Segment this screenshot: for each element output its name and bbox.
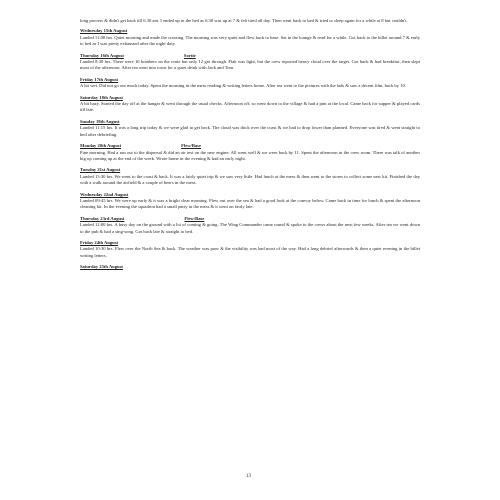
page-number: 13 [246, 474, 251, 479]
entry-date: Thursday 23rd August [80, 215, 125, 221]
diary-entry [80, 53, 420, 72]
entry-body: Fine morning. Had a run out to the dispersal & did an air test on the new engine. All went well & we were back by 11. Spent the afternoon in the crew room. There was talk of another big op coming up at the end of the week. Wrote home in the evening & had an early night. [80, 149, 420, 161]
entry-date: Friday 24th August [80, 239, 119, 245]
entry-date: Saturday 18th August [80, 94, 123, 100]
diary-page [80, 18, 420, 276]
entry-body: Landed 8:30 hrs. There were 16 bombers on the route but only 12 got through. Flak was light, but the crew reported heavy cloud over the target. Got back & had breakfast, then slept most of the afternoon. After tea went into town for a quiet drink with Jack and Tom. [80, 59, 420, 71]
entry-date: Monday 20th August [80, 143, 122, 149]
entries-list [80, 28, 420, 270]
entry-body: Landed 10:30 hrs. Flew over the North Sea & back. The weather was poor & the visibility was bad most of the way. Had a long debrief afterwards & then a quiet evening in the billet writing letters. [80, 246, 420, 258]
entry-heading [80, 264, 420, 270]
diary-entry [80, 167, 420, 186]
entry-body: Landed 13:30 hrs. We went to the coast & back. It was a fairly quiet trip & we saw very little. Had lunch at the mess & then went to the stores to collect some new kit. Finished the day with a walk around the airfield & a couple of beers in the mess. [80, 173, 420, 186]
entry-body: Landed 11:15 hrs. It was a long trip today & we were glad to get back. The cloud was thick over the coast & we had to drop lower than planned. Everyone was tired & went straight to bed after debriefing. [80, 125, 420, 137]
diary-entry [80, 264, 420, 270]
diary-entry [80, 192, 420, 211]
diary-entry [80, 119, 420, 138]
entry-body: Landed 11:00 hrs. Quiet morning and made the crossing. The morning was very quiet and flew back to base. Sat in the lounge & read for a while. Got back to the billet around 7 & early to bed as I was pretty exhausted after the night duty. [80, 34, 420, 47]
entry-date: Sunday 19th August [80, 118, 120, 124]
entry-date: Thursday 16th August [80, 52, 124, 58]
entry-date: Wednesday 22nd August [80, 191, 129, 197]
entry-tag: Flew/Base [184, 215, 205, 221]
diary-entry [80, 95, 420, 114]
diary-entry [80, 240, 420, 259]
entry-body: A bit hazy. Started the day off at the hangar & went through the usual checks. Afternoon off, so went down to the village & had a pint at the local. Came back for supper & played cards till late. [80, 101, 420, 113]
entry-date: Tuesday 21st August [80, 167, 121, 173]
entry-body: Landed 12:00 hrs. A busy day on the ground with a lot of coming & going. The Wing Commander came round & spoke to the crews about the next few weeks. After tea we went down to the pub & had a sing-song. Got back late & straight to bed. [80, 222, 420, 234]
diary-entry [80, 28, 420, 47]
entry-body: Landed 09:45 hrs. We were up early & it was a bright clear morning. Flew out over the sea & had a good look at the convoy below. Came back in time for lunch & spent the afternoon cleaning kit. In the evening the squadron had a small party in the mess & it went on fairly late. [80, 197, 420, 210]
entry-tag: Sortie [183, 52, 196, 58]
diary-entry [80, 143, 420, 162]
entry-date: Saturday 25th August [80, 264, 123, 270]
diary-entry [80, 216, 420, 235]
diary-entry [80, 77, 420, 90]
entry-date: Wednesday 15th August [80, 28, 128, 34]
intro-paragraph: long process & didn't get back till 6.30 am. I ended up in the bed as 6.30 was up at 7 & felt tired all day. Then went back to bed & tried to sleep again for a while at 8 but couldn't. [80, 18, 408, 23]
entry-tag: Flew/Base [181, 143, 202, 149]
entry-date: Friday 17th August [80, 76, 119, 82]
entry-body: A bit wet. Did not go out much today. Spent the morning in the mess reading & writing letters home. After tea went to the pictures with the lads & saw a decent film, back by 10. [80, 83, 406, 89]
